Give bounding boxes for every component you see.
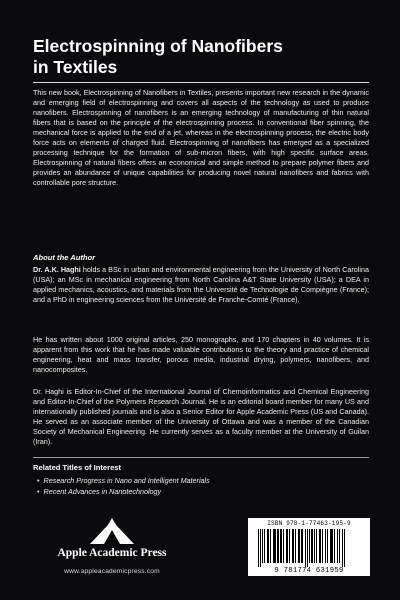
isbn-barcode (248, 518, 370, 576)
book-title-line-2: in Textiles (33, 57, 118, 77)
bullet-icon: • (37, 476, 40, 485)
publisher-name: Apple Academic Press (57, 547, 167, 559)
related-divider (33, 457, 369, 458)
apple-academic-press-logo-icon (90, 517, 134, 545)
about-author-heading: About the Author (33, 253, 96, 262)
author-bio-1-text: holds a BSc in urban and environmental engineering from the University of North Carolina (USA); an MSc in mechanical engineering from North Carolina A&T State University (USA); a DEA in applied mechanics, acoustics, and materials from the Université de Technologie de Compiègne (France); and a PhD in engineering sciences from the Université de Franche-Comté (France). (33, 265, 369, 304)
title-divider (33, 82, 369, 83)
isbn-text: ISBN 978-1-77463-195-9 (267, 520, 351, 527)
author-name: Dr. A.K. Haghi (33, 265, 81, 274)
author-bio-paragraph-3: Dr. Haghi is Editor-In-Chief of the International Journal of Chemoinformatics and Chemical Engineering and Editor-In-Chief of the Polymers Research Journal. He is an editorial board member for many US and internationally published journals and is also a Senior Editor for Apple Academic Press (US and Canada). He served as an associate member of the University of Ottawa and was a member of the Canadian Society of Mechanical Engineering. He currently serves as a faculty member at the University of Guilan (Iran). (33, 387, 369, 446)
book-title-line-1: Electrospinning of Nanofibers (33, 36, 283, 56)
related-titles-heading: Related Titles of Interest (33, 463, 122, 472)
author-bio-paragraph-2: He has written about 1000 original articles, 250 monographs, and 170 chapters in 40 volumes. It is apparent from this work that he has made valuable contributions to the theory and practice of chemical engineering, heat and mass transfer, porous media, industrial drying, polymers, nanofibers, and nanocomposites. (33, 335, 369, 374)
bullet-icon: • (37, 486, 40, 496)
related-title-item: • Research Progress in Nano and Intelligent Materials (37, 476, 210, 485)
publisher-url: www.appleacademicpress.com (64, 568, 160, 575)
barcode-bars (257, 529, 361, 567)
barcode-number: 9 781774 631959 (274, 567, 344, 575)
author-bio-paragraph-1 (33, 265, 369, 305)
related-titles-list (37, 476, 210, 497)
book-title (33, 36, 373, 78)
related-title-item: • Recent Advances in Nanotechnology (37, 486, 162, 496)
book-description: This new book, Electrospinning of Nanofibers in Textiles, presents important new research in the dynamic and emerging field of electrospinning and covers all aspects of the technology as used to produce nanofibers. Electrospinning of nanofibers is an emerging technology of manufacturing of thin natural fibers that is based on the principle of the electrospinning process. In conventional fiber spinning, the mechanical force is applied to the end of a jet, whereas in the electrospinning process, the electric body force acts on elements of charged fluid. Electrospinning of nanofibers has emerged as a specialized processing technique for the formation of sub-micron fibers, with high specific surface areas. Electrospinning of natural fibers offers an economical and simple method to prepare polymer fibers and provides an abundance of unique capabilities for producing novel natural nanofibers and fabrics with controllable pore structure. (33, 88, 369, 187)
